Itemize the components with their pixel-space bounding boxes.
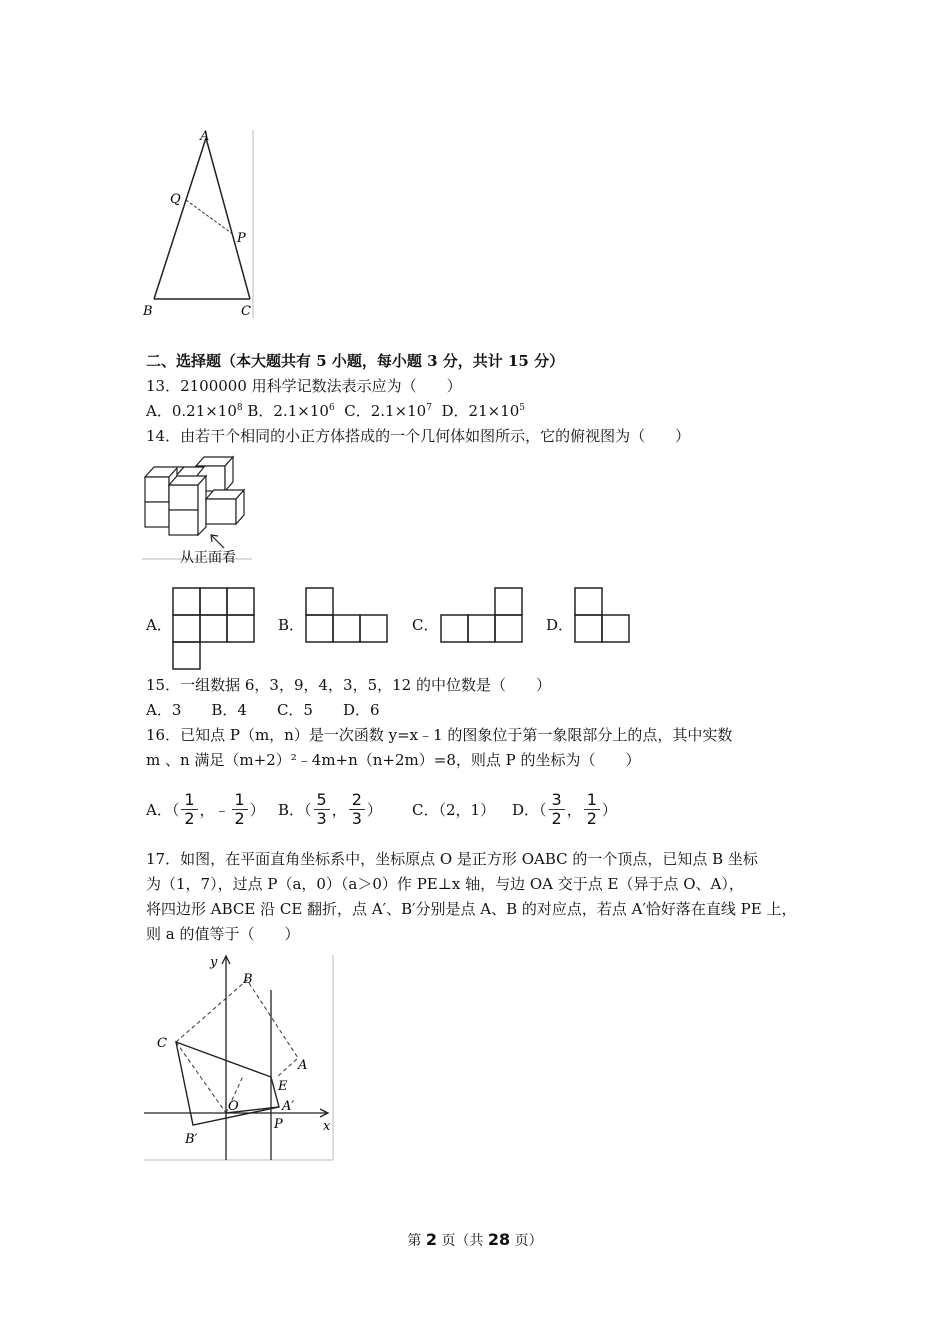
label-O: O [228, 1099, 239, 1114]
q14-opt-b-figure [305, 587, 391, 645]
page-number: 2 [425, 1230, 437, 1249]
q16-opt-d: D．（ $\frac{3}{2}$ ， $\frac{1}{2}$ ） [512, 789, 617, 828]
page-footer: 第 2 页（共 28 页） [407, 1230, 543, 1249]
q17-line4: 则 a 的值等于（ ） [146, 925, 300, 943]
q13-options [146, 401, 525, 421]
label-B: B [143, 304, 153, 319]
label-B-prime: B′ [185, 1132, 198, 1147]
q14-opt-d-figure [574, 587, 634, 645]
label-C: C [241, 304, 251, 319]
page-total: 28 [487, 1230, 511, 1249]
q16-stem-line2: m 、n 满足（m+2）²﹣4m+n（n+2m）=8，则点 P 的坐标为（ ） [146, 751, 641, 769]
section-heading: 二、选择题（本大题共有 5 小题，每小题 3 分，共计 15 分） [146, 352, 565, 370]
triangle-figure [140, 128, 260, 323]
label-y: y [210, 955, 218, 970]
q15-stem: 15．一组数据 6，3，9，4，3，5，12 的中位数是（ ） [146, 676, 551, 694]
label-P: P [274, 1117, 283, 1132]
label-A: A [200, 129, 210, 144]
q16-opt-a: A．（ $\frac{1}{2}$ ，﹣ $\frac{1}{2}$ ） [146, 789, 265, 828]
q17-line1: 17．如图，在平面直角坐标系中，坐标原点 O 是正方形 OABC 的一个顶点，已知点 B 坐标 [146, 850, 758, 868]
label-Q: Q [170, 192, 181, 207]
q14-stem: 14．由若干个相同的小正方体搭成的一个几何体如图所示，它的俯视图为（ ） [146, 427, 691, 445]
q16-opt-b: B．（ $\frac{5}{3}$ ， $\frac{2}{3}$ ） [278, 789, 382, 828]
cube-figure [140, 454, 255, 566]
q15-options: A．3 B．4 C．5 D．6 [146, 701, 380, 719]
front-view-caption: 从正面看 [180, 550, 236, 566]
q14-opt-d-label: D． [546, 616, 574, 634]
q13-opt-a: A．$0.21\times 10^8$ [146, 402, 243, 420]
q14-opt-b-label: B． [278, 616, 305, 634]
q13-stem: 13．2100000 用科学记数法表示应为（ ） [146, 377, 462, 395]
q16-stem-line1: 16．已知点 P（m，n）是一次函数 y=x﹣1 的图象位于第一象限部分上的点，其中实数 [146, 726, 733, 744]
q14-opt-c-figure [440, 587, 526, 645]
label-A-prime: A′ [282, 1099, 295, 1114]
label-A: A [298, 1058, 308, 1073]
q14-opt-a-figure [172, 587, 256, 671]
coordinate-figure [140, 950, 340, 1165]
label-E: E [278, 1079, 288, 1094]
q14-opt-a-label: A． [146, 616, 172, 634]
label-B: B [243, 972, 253, 987]
label-x: x [323, 1119, 331, 1134]
label-C: C [157, 1036, 167, 1051]
q17-line2: 为（1，7），过点 P（a，0）（a＞0）作 PE⊥x 轴，与边 OA 交于点 E（异于点 O、A）， [146, 875, 744, 893]
q16-options [146, 786, 666, 832]
q14-opt-c-label: C． [412, 616, 439, 634]
q17-line3: 将四边形 ABCE 沿 CE 翻折，点 A′、B′分别是点 A、B 的对应点，若点 A′恰好落在直线 PE 上， [146, 900, 797, 918]
q16-opt-c: C．（2，1） [412, 800, 496, 819]
q13-opt-c: C．$2.1\times 10^7$ [344, 402, 432, 420]
q13-opt-b: B．$2.1\times 10^6$ [247, 402, 335, 420]
label-P: P [237, 231, 246, 246]
q13-opt-d: D．$21\times 10^5$ [441, 402, 526, 420]
